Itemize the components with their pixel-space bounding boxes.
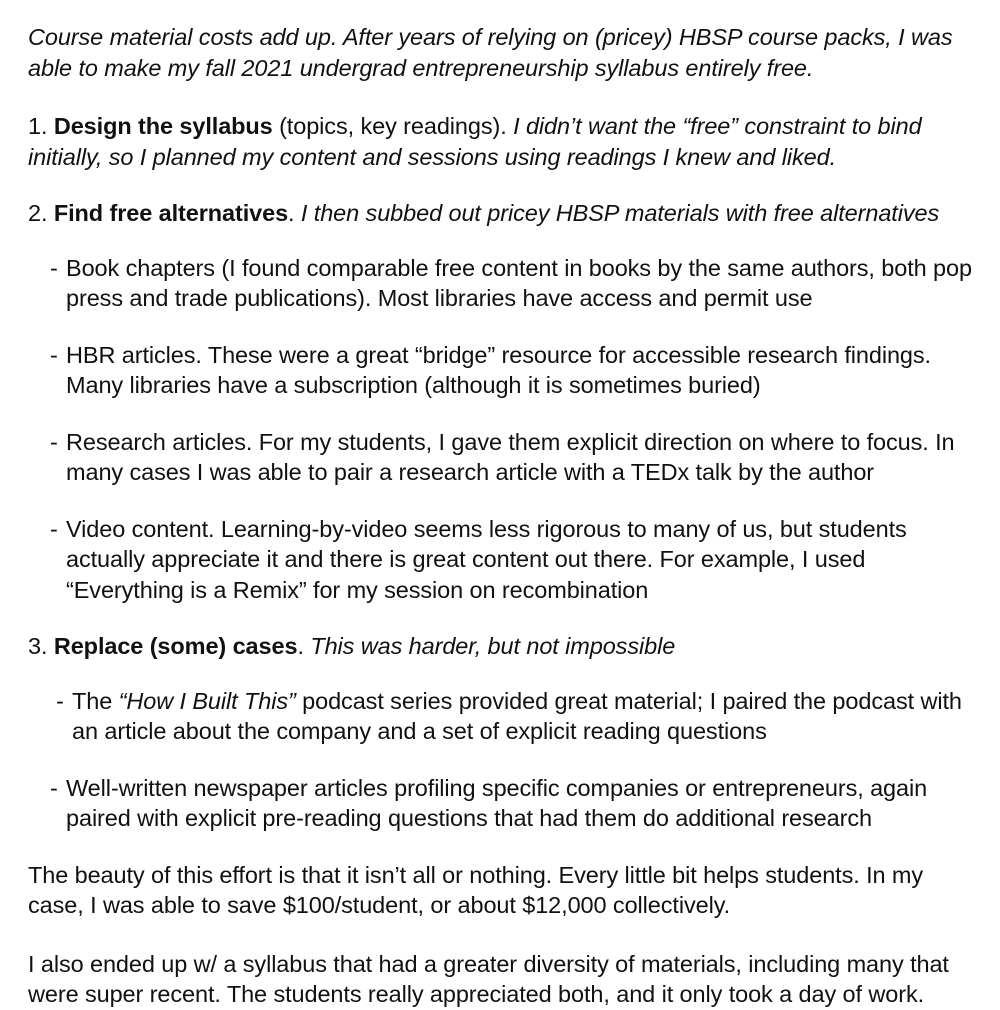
step-2-after-title: .: [288, 200, 295, 226]
step-1: [28, 111, 976, 172]
list-item: [28, 427, 976, 488]
step-3-bullet-list: [28, 686, 976, 834]
bullet-dash-icon: -: [50, 254, 58, 281]
step-1-after-title: (topics, key readings).: [272, 113, 507, 139]
bullet-dash-icon: -: [50, 341, 58, 368]
step-3: [28, 631, 976, 662]
step-3-title: Replace (some) cases: [53, 633, 298, 659]
bullet-dash-icon: -: [50, 428, 58, 455]
list-item: [28, 253, 976, 314]
step-1-note: I didn’t want the “free” constraint to bind initially, so I planned my content and sessions using readings I knew and liked.: [28, 113, 922, 170]
list-item-text: HBR articles. These were a great “bridge” resource for accessible research findings. Many libraries have a subscription (although it is sometimes buried): [66, 341, 931, 398]
bullet-dash-icon: -: [50, 515, 58, 542]
list-item: [28, 340, 976, 401]
step-1-number: 1.: [28, 113, 48, 139]
list-item-text: Research articles. For my students, I gave them explicit direction on where to focus. In many cases I was able to pair a research article with a TEDx talk by the author: [66, 428, 955, 485]
bullet-dash-icon: -: [56, 687, 64, 714]
list-item-text: Book chapters (I found comparable free content in books by the same authors, both pop press and trade publications). Most libraries have access and permit use: [66, 254, 972, 311]
step-3-after-title: .: [297, 633, 304, 659]
step-2-bullet-list: [28, 253, 976, 606]
closing-paragraph-1: The beauty of this effort is that it isn’t all or nothing. Every little bit helps students. In my case, I was able to save $100/student, or about $12,000 collectively.: [28, 861, 924, 918]
step-2-note: I then subbed out pricey HBSP materials with free alternatives: [300, 200, 940, 226]
step-2-number: 2.: [28, 200, 48, 226]
step-1-title: Design the syllabus: [53, 113, 273, 139]
step-2-title: Find free alternatives: [53, 200, 289, 226]
podcast-title: “How I Built This”: [118, 687, 296, 714]
list-item-text: Video content. Learning-by-video seems less rigorous to many of us, but students actually appreciate it and there is great content out there. For example, I used “Everything is a Remix” for my session on recombination: [66, 515, 907, 603]
intro-paragraph: Course material costs add up. After years of relying on (pricey) HBSP course packs, I was able to make my fall 2021 undergrad entrepreneurship syllabus entirely free.: [28, 24, 953, 81]
list-item: [28, 686, 976, 747]
bullet-dash-icon: -: [50, 774, 58, 801]
step-3-number: 3.: [28, 633, 48, 659]
list-item-text-after: podcast series provided great material; I paired the podcast with an article about the company and a set of explicit reading questions: [72, 687, 962, 744]
list-item-text: Well-written newspaper articles profiling specific companies or entrepreneurs, again paired with explicit pre-reading questions that had them do additional research: [66, 774, 928, 831]
list-item: [28, 773, 976, 834]
step-2: [28, 198, 976, 229]
list-item: [28, 514, 976, 606]
list-item-text-before: The: [72, 687, 119, 714]
closing-paragraph-2: I also ended up w/ a syllabus that had a greater diversity of materials, including many that were super recent. The students really appreciated both, and it only took a day of work.: [28, 950, 949, 1007]
step-3-note: This was harder, but not impossible: [310, 633, 676, 659]
